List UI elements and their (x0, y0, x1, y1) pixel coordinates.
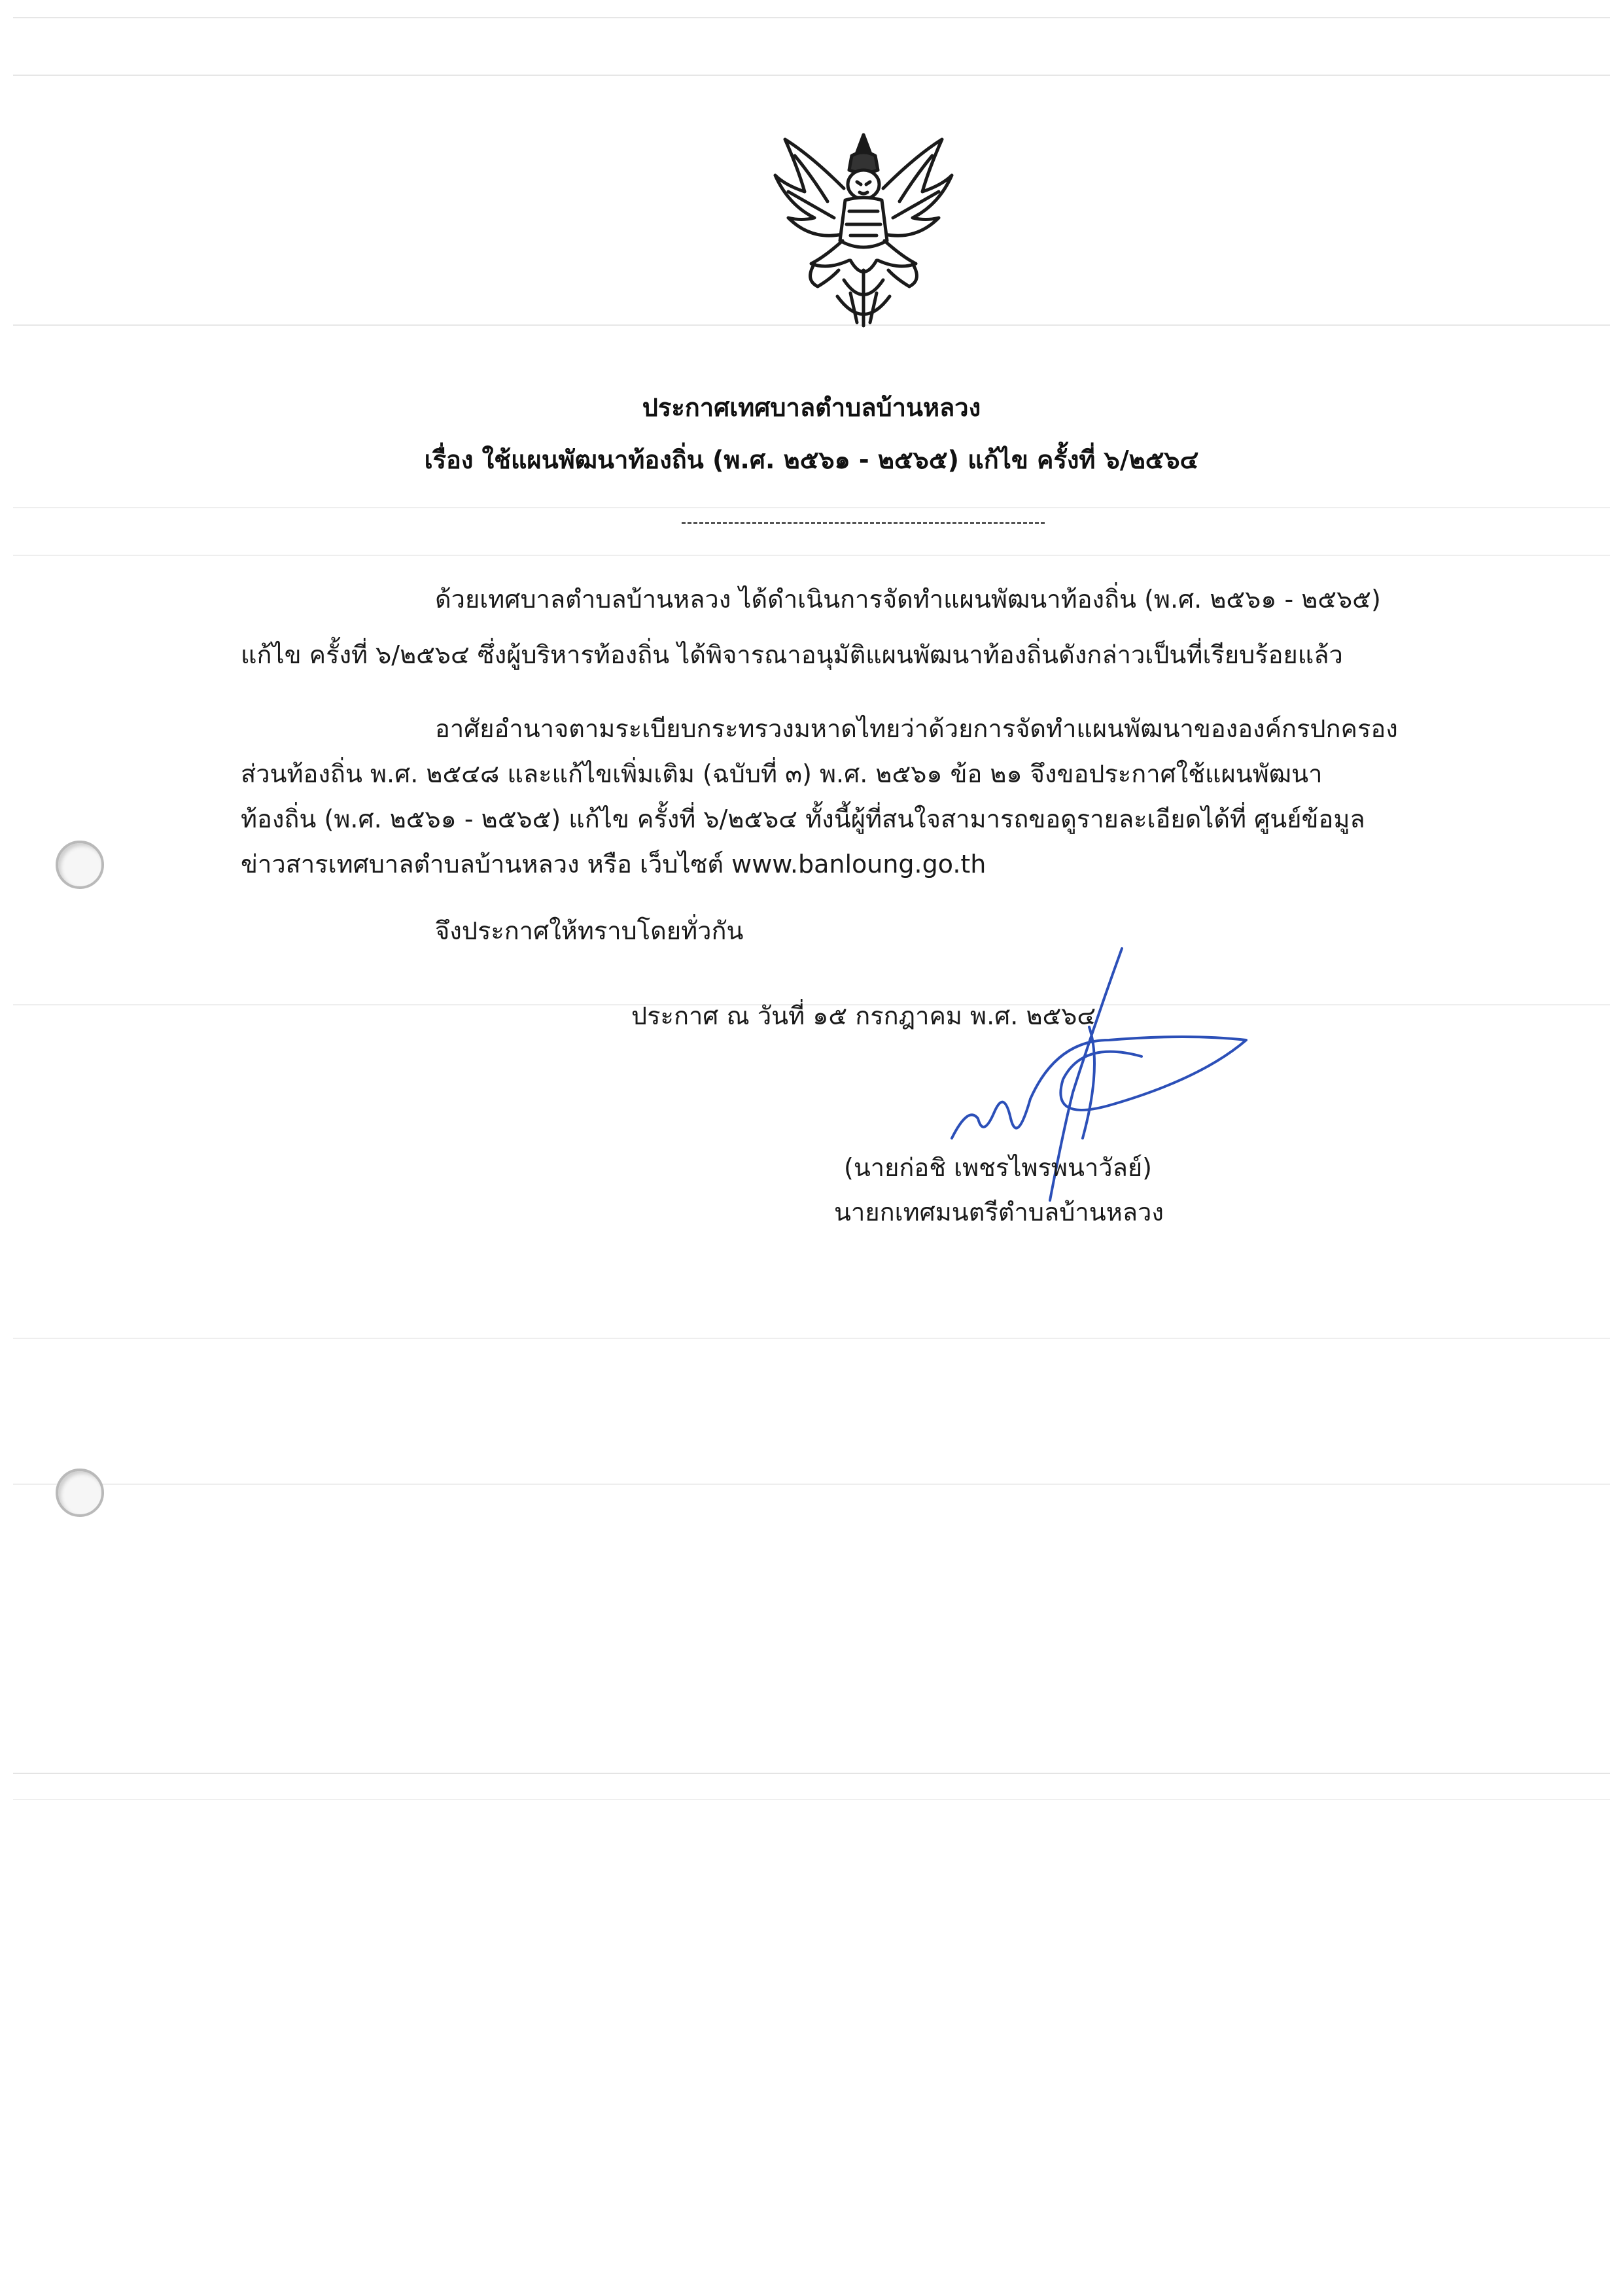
scan-line (13, 507, 1610, 508)
scan-line (13, 555, 1610, 556)
punch-hole-icon (56, 1469, 104, 1517)
paragraph-1-line: ด้วยเทศบาลตำบลบ้านหลวง ได้ดำเนินการจัดทำแผนพัฒนาท้องถิ่น (พ.ศ. ๒๕๖๑ - ๒๕๖๕) (435, 585, 1381, 614)
paragraph-1-line: แก้ไข ครั้งที่ ๖/๒๕๖๔ ซึ่งผู้บริหารท้องถิ่น ได้พิจารณาอนุมัติแผนพัฒนาท้องถิ่นดังกล่าวเป็นที่เรียบร้อยแล้ว (241, 640, 1343, 669)
scan-line (13, 75, 1610, 76)
title-divider (682, 522, 1045, 527)
announcement-subject: เรื่อง ใช้แผนพัฒนาท้องถิ่น (พ.ศ. ๒๕๖๑ - ๒๕๖๕) แก้ไข ครั้งที่ ๖/๒๕๖๔ (424, 445, 1199, 474)
punch-hole-icon (56, 841, 104, 889)
scan-line (13, 17, 1610, 18)
signatory-position: นายกเทศมนตรีตำบลบ้านหลวง (834, 1198, 1164, 1226)
paragraph-2-line: ท้องถิ่น (พ.ศ. ๒๕๖๑ - ๒๕๖๕) แก้ไข ครั้งที่ ๖/๒๕๖๔ ทั้งนี้ผู้ที่สนใจสามารถขอดูรายละเอียดได้ที่ ศูนย์ข้อมูล (241, 805, 1365, 833)
date-line: ประกาศ ณ วันที่ ๑๕ กรกฎาคม พ.ศ. ๒๕๖๔ (631, 1001, 1096, 1030)
paragraph-2-line: อาศัยอำนาจตามระเบียบกระทรวงมหาดไทยว่าด้วยการจัดทำแผนพัฒนาขององค์กรปกครอง (435, 714, 1398, 743)
scan-line (13, 1484, 1610, 1485)
closing-line: จึงประกาศให้ทราบโดยทั่วกัน (435, 916, 744, 945)
scan-line (13, 1338, 1610, 1339)
paragraph-2-line: ส่วนท้องถิ่น พ.ศ. ๒๕๔๘ และแก้ไขเพิ่มเติม (ฉบับที่ ๓) พ.ศ. ๒๕๖๑ ข้อ ๒๑ จึงขอประกาศใช้แผนพัฒนา (241, 759, 1323, 788)
scan-line (13, 1773, 1610, 1774)
scan-line (13, 1799, 1610, 1800)
paragraph-2-line: ข่าวสารเทศบาลตำบลบ้านหลวง หรือ เว็บไซต์ www.banloung.go.th (241, 850, 986, 878)
announcement-title: ประกาศเทศบาลตำบลบ้านหลวง (642, 393, 981, 422)
garuda-emblem-icon (765, 130, 962, 339)
signatory-name: (นายก่อชิ เพชรไพรพนาวัลย์) (844, 1153, 1152, 1182)
